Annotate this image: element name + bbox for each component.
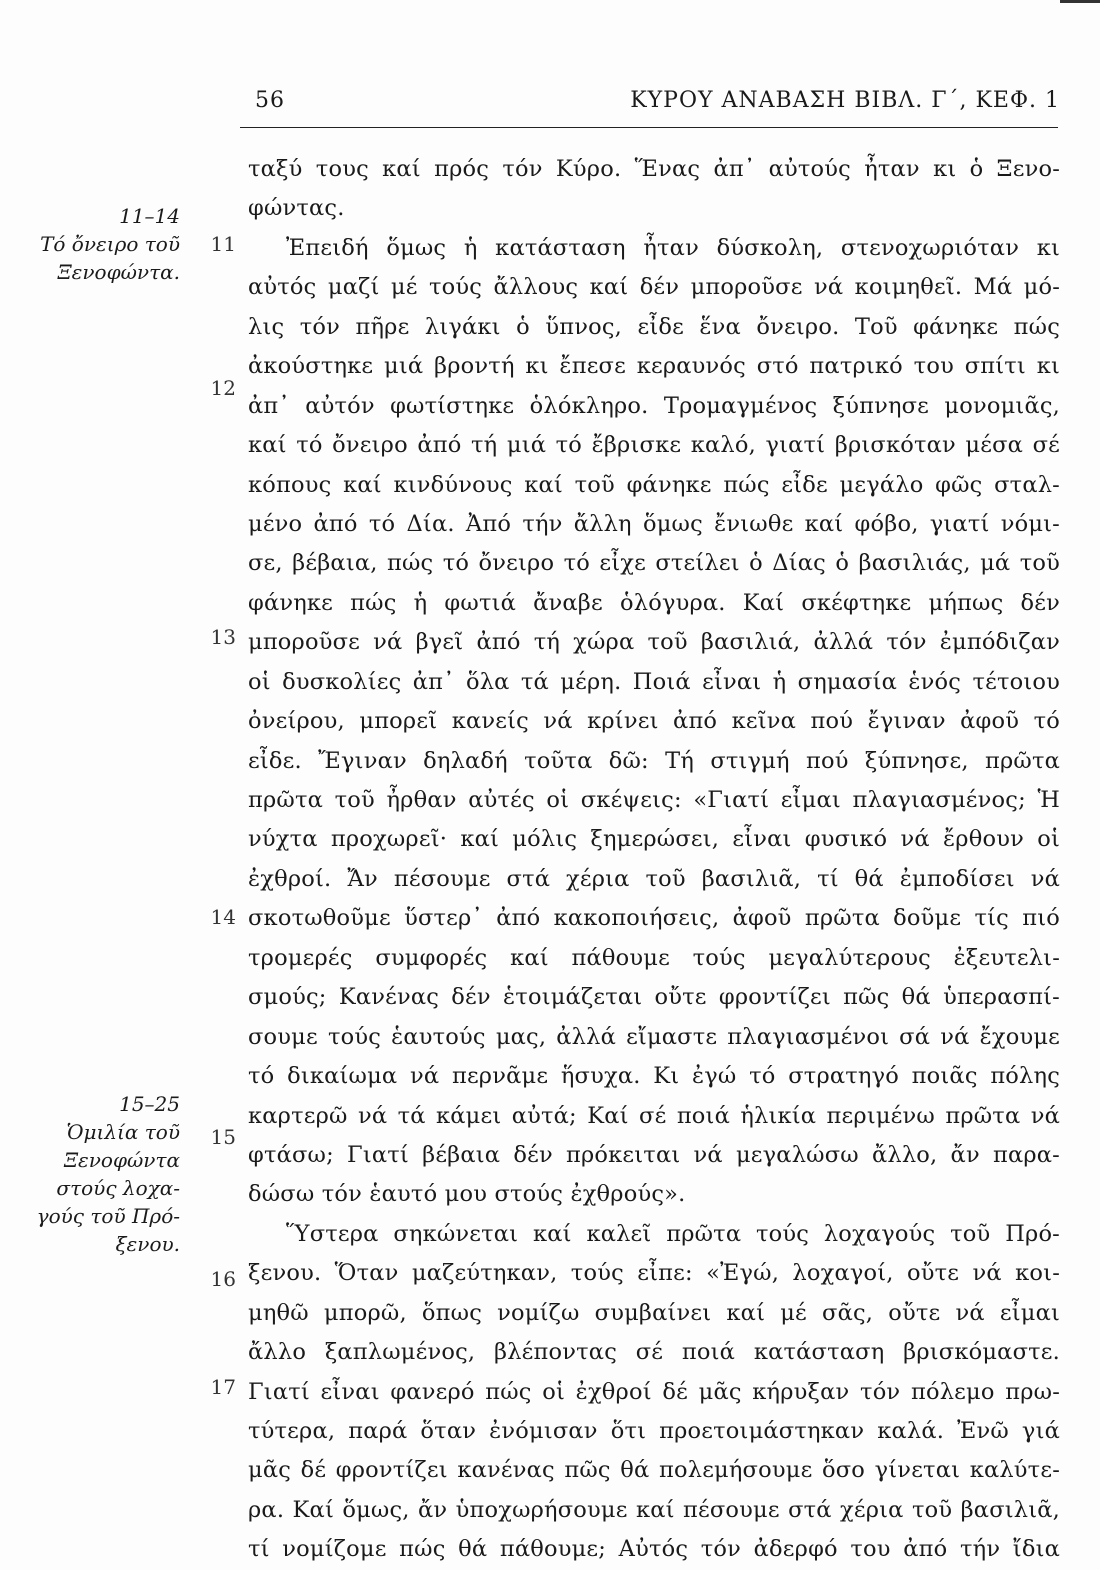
margin-note-line: Ξενοφώντα. [57,260,180,284]
text-line: δώσω τόν ἑαυτό μου στούς ἐχθρούς». [248,1181,686,1208]
text-line: τύτερα, παρά ὅταν ἐνόμισαν ὅτι προετοιμάστηκαν καλά. Ἐνῶ γιά [248,1418,1060,1444]
margin-note-line: ξενου. [115,1232,180,1256]
text-line: αὐτός μαζί μέ τούς ἄλλους καί δέν μποροῦσε νά κοιμηθεῖ. Μά μό- [248,274,1060,301]
text-line: σε, βέβαια, πώς τό ὄνειρο τό εἶχε στείλει ὁ Δίας ὁ βασιλιάς, μά τοῦ [248,550,1060,577]
margin-note-speech [20,1090,180,1258]
text-line: ρα. Καί ὅμως, ἄν ὑποχωρήσουμε καί πέσουμε στά χέρια τοῦ βασιλιᾶ, [248,1496,1060,1523]
text-line: καί τό ὄνειρο ἀπό τή μιά τό ἔβρισκε καλό, γιατί βρισκόταν μέσα σέ [248,432,1060,459]
text-line: καρτερῶ νά τά κάμει αὐτά; Καί σέ ποιά ἡλικία περιμένω πρῶτα νά [248,1102,1060,1129]
text-line: κόπους καί κινδύνους καί τοῦ φάνηκε πώς εἶδε μεγάλο φῶς σταλ- [248,471,1060,498]
text-line: μηθῶ μπορῶ, ὅπως νομίζω συμβαίνει καί μέ σᾶς, οὔτε νά εἶμαι [248,1299,1060,1326]
text-line: μένο ἀπό τό Δία. Ἀπό τήν ἄλλη ὅμως ἔνιωθε καί φόβο, γιατί νόμι- [248,510,1060,537]
text-line: μᾶς δέ φροντίζει κανένας πῶς θά πολεμήσουμε ὅσο γίνεται καλύτε- [248,1457,1060,1484]
text-line: Γιατί εἶναι φανερό πώς οἱ ἐχθροί δέ μᾶς κήρυξαν τόν πόλεμο πρω- [248,1378,1060,1405]
text-line: πρῶτα τοῦ ἦρθαν αὐτές οἱ σκέψεις: «Γιατί εἶμαι πλαγιασμένος; Ἡ [248,787,1060,813]
text-line: σκοτωθοῦμε ὕστερ᾽ ἀπό κακοποιήσεις, ἀφοῦ πρῶτα δοῦμε τίς πιό [248,905,1060,932]
text-line: φάνηκε πώς ἡ φωτιά ἄναβε ὁλόγυρα. Καί σκέφτηκε μήπως δέν [248,589,1060,616]
paragraph-number: 17 [210,1375,236,1399]
margin-note-range: 15–25 [119,1092,180,1116]
paragraph-number: 13 [210,625,236,649]
margin-note-line: στούς λοχα- [56,1176,180,1200]
text-line: Ἐπειδή ὅμως ἡ κατάσταση ἦταν δύσκολη, στενοχωριόταν κι [286,234,1060,261]
text-line: μποροῦσε νά βγεῖ ἀπό τή χώρα τοῦ βασιλιά, ἀλλά τόν ἐμπόδιζαν [248,629,1060,656]
text-line: σουμε τούς ἑαυτούς μας, ἀλλά εἴμαστε πλαγιασμένοι σά νά ἔχουμε [248,1023,1060,1050]
margin-note-range: 11–14 [119,204,180,228]
text-line: ξενου. Ὅταν μαζεύτηκαν, τούς εἶπε: «Ἐγώ, λοχαγοί, οὔτε νά κοι- [248,1260,1060,1287]
margin-note-line: Τό ὄνειρο τοῦ [40,232,180,256]
margin-note-line: Ὁμιλία τοῦ [66,1120,180,1144]
text-line: τί νομίζομε πώς θά πάθουμε; Αὐτός τόν ἀδερφό του ἀπό τήν ἴδια [248,1536,1060,1563]
paragraph-number: 15 [210,1125,236,1149]
text-line: ἄλλο ξαπλωμένος, βλέποντας σέ ποιά κατάσταση βρισκόμαστε. [248,1339,1060,1366]
text-line: φώντας. [248,195,345,222]
margin-note-line: Ξενοφώντα [63,1148,180,1172]
body-text [248,150,1060,1570]
scan-edge-mark [1060,0,1100,3]
text-line: σμούς; Κανένας δέν ἑτοιμάζεται οὔτε φροντίζει πῶς θά ὑπερασπί- [248,984,1060,1011]
paragraph-number: 12 [210,376,236,400]
text-line: εἶδε. Ἔγιναν δηλαδή τοῦτα δῶ: Τή στιγμή πού ξύπνησε, πρῶτα [248,747,1060,774]
page-number: 56 [255,88,285,113]
text-line: ἀπ᾽ αὐτόν φωτίστηκε ὁλόκληρο. Τρομαγμένος ξύπνησε μονομιᾶς, [248,392,1060,419]
paragraph-number: 11 [210,232,236,256]
text-line: ταξύ τους καί πρός τόν Κύρο. Ἕνας ἀπ᾽ αὐτούς ἦταν κι ὁ Ξενο- [248,156,1060,182]
paragraph-number: 14 [210,905,236,929]
running-title: ΚΥΡΟΥ ΑΝΑΒΑΣΗ ΒΙΒΛ. Γ΄, ΚΕΦ. 1 [630,88,1060,113]
text-line: ἀκούστηκε μιά βροντή κι ἔπεσε κεραυνός στό πατρικό του σπίτι κι [248,353,1060,380]
text-line: τρομερές συμφορές καί πάθουμε τούς μεγαλύτερους ἐξευτελι- [248,944,1060,971]
text-line: φτάσω; Γιατί βέβαια δέν πρόκειται νά μεγαλώσω ἄλλο, ἄν παρα- [248,1141,1060,1168]
margin-note-line: γούς τοῦ Πρό- [36,1204,180,1228]
paragraph-number: 16 [210,1267,236,1291]
text-line: Ὕστερα σηκώνεται καί καλεῖ πρῶτα τούς λοχαγούς τοῦ Πρό- [286,1220,1060,1247]
text-line: τό δικαίωμα νά περνᾶμε ἥσυχα. Κι ἐγώ τό στρατηγό ποιᾶς πόλης [248,1063,1060,1090]
text-line: ὀνείρου, μπορεῖ κανείς νά κρίνει ἀπό κεῖνα πού ἔγιναν ἀφοῦ τό [248,708,1060,735]
text-line: λις τόν πῆρε λιγάκι ὁ ὕπνος, εἶδε ἕνα ὄνειρο. Τοῦ φάνηκε πώς [248,313,1060,340]
page-header [240,80,1060,120]
margin-note-dream [20,202,180,286]
text-line: οἱ δυσκολίες ἀπ᾽ ὅλα τά μέρη. Ποιά εἶναι ἡ σημασία ἑνός τέτοιου [248,668,1060,695]
header-rule [240,127,1058,128]
text-line: ἐχθροί. Ἄν πέσουμε στά χέρια τοῦ βασιλιᾶ, τί θά ἐμποδίσει νά [248,865,1060,892]
text-line: νύχτα προχωρεῖ· καί μόλις ξημερώσει, εἶναι φυσικό νά ἔρθουν οἱ [248,826,1060,853]
